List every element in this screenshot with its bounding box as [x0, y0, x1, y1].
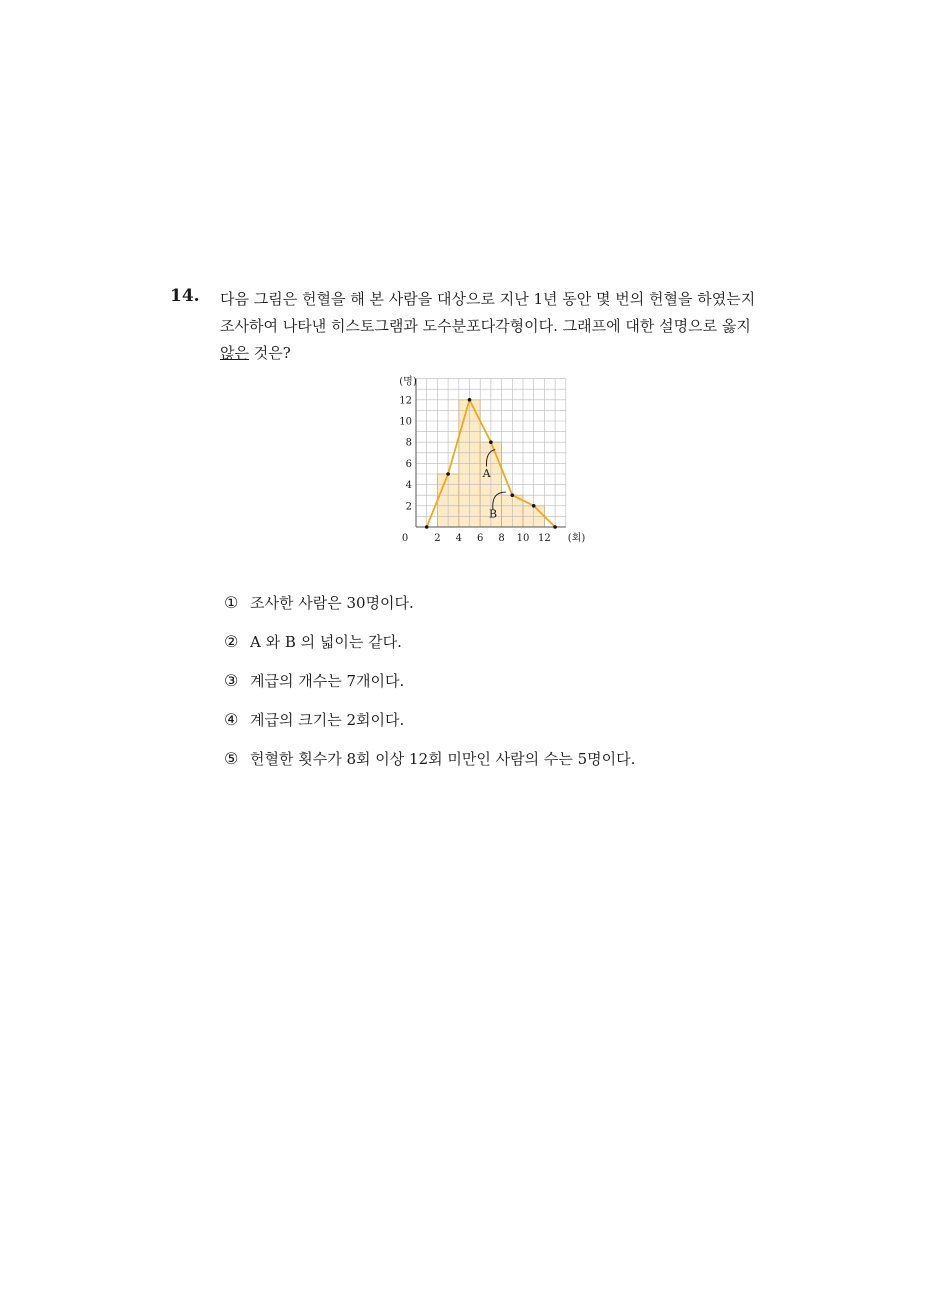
histogram-figure — [390, 372, 590, 552]
y-tick-label: 10 — [399, 416, 412, 428]
x-tick-label: 4 — [455, 533, 462, 544]
question-number: 14. — [170, 286, 200, 306]
question-text-end: 것은? — [248, 344, 291, 362]
polygon-point — [532, 504, 536, 508]
question-text — [220, 286, 760, 367]
y-tick-label: 8 — [405, 437, 412, 449]
annotation-a-label: A — [482, 467, 491, 481]
choice-mark: ④ — [224, 710, 239, 729]
y-tick-label: 12 — [399, 395, 412, 407]
polygon-point — [489, 440, 493, 444]
choice-text: 헌혈한 횟수가 8회 이상 12회 미만인 사람의 수는 5명이다. — [250, 750, 636, 768]
choice-mark: ② — [224, 632, 239, 651]
answer-choices — [224, 592, 784, 787]
y-axis-label: (명) — [399, 376, 417, 388]
choice-1[interactable] — [224, 592, 784, 631]
origin-label: 0 — [401, 533, 409, 544]
x-tick-label: 8 — [498, 533, 505, 544]
choice-mark: ⑤ — [224, 749, 239, 768]
x-tick-label: 6 — [477, 533, 484, 544]
y-tick-label: 6 — [405, 458, 412, 470]
choice-mark: ① — [224, 593, 239, 612]
choice-text: 계급의 크기는 2회이다. — [250, 711, 405, 729]
polygon-point — [425, 525, 429, 529]
polygon-point — [446, 472, 450, 476]
x-tick-label: 2 — [434, 533, 441, 544]
choice-4[interactable] — [224, 709, 784, 748]
polygon-point — [553, 525, 557, 529]
choice-2[interactable] — [224, 631, 784, 670]
y-tick-label: 2 — [405, 501, 412, 513]
histogram-chart — [390, 372, 590, 552]
choice-3[interactable] — [224, 670, 784, 709]
choice-text: A 와 B 의 넓이는 같다. — [250, 633, 402, 651]
x-tick-label: 12 — [538, 533, 551, 544]
x-axis-label: (회) — [567, 533, 586, 544]
y-tick-label: 4 — [405, 480, 412, 492]
choice-text: 조사한 사람은 30명이다. — [250, 594, 414, 612]
polygon-point — [468, 398, 472, 402]
question-text-lead: 옳지 — [721, 317, 751, 335]
choice-mark: ③ — [224, 671, 239, 690]
question-text-main: 다음 그림은 헌혈을 해 본 사람을 대상으로 지난 1년 동안 몇 번의 헌혈을 하였는지 조사하여 나타낸 히스토그램과 도수분포다각형이다. 그래프에 대한 설명으로 — [220, 290, 756, 335]
choice-text: 계급의 개수는 7개이다. — [250, 672, 405, 690]
choice-5[interactable] — [224, 748, 784, 787]
annotation-b-label: B — [488, 507, 498, 521]
polygon-point — [511, 493, 515, 497]
x-tick-label: 10 — [516, 533, 530, 544]
question-text-underlined: 않은 — [220, 344, 249, 362]
